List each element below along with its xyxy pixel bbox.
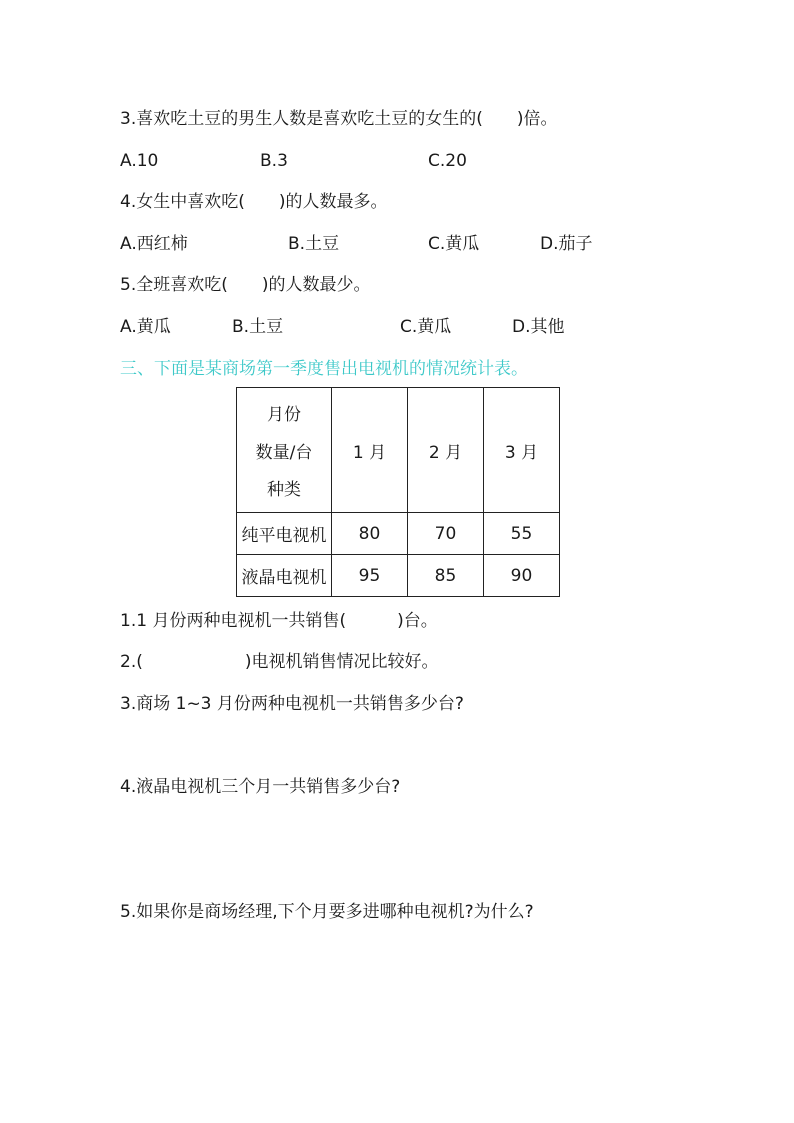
- value-cell: 70: [408, 513, 484, 555]
- table-row: [237, 555, 560, 597]
- row-type-cell: 纯平电视机: [237, 513, 332, 555]
- question-5: 5.如果你是商场经理,下个月要多进哪种电视机?为什么?: [120, 902, 534, 922]
- value-cell: 95: [332, 555, 408, 597]
- option-d: D.其他: [512, 317, 565, 337]
- corner-label-month: 月份: [267, 405, 301, 425]
- option-a: A.黄瓜: [120, 317, 171, 337]
- corner-label-quantity: 数量/台: [255, 442, 313, 463]
- option-b: B.土豆: [232, 317, 284, 337]
- value-cell: 55: [484, 513, 560, 555]
- corner-header-cell: [237, 388, 332, 513]
- tv-sales-table: [236, 387, 560, 597]
- table-row: [237, 513, 560, 555]
- question-3: 3.商场 1~3 月份两种电视机一共销售多少台?: [120, 694, 464, 714]
- question-3: 3.喜欢吃土豆的男生人数是喜欢吃土豆的女生的( )倍。: [120, 109, 558, 129]
- option-a: A.西红柿: [120, 234, 188, 254]
- option-c: C.20: [428, 151, 467, 171]
- option-c: C.黄瓜: [400, 317, 452, 337]
- value-cell: 85: [408, 555, 484, 597]
- corner-label-type: 种类: [267, 480, 301, 500]
- question-2: 2.( )电视机销售情况比较好。: [120, 652, 439, 672]
- month-header-cell: 3 月: [484, 388, 560, 513]
- option-d: D.茄子: [540, 234, 593, 254]
- option-a: A.10: [120, 151, 159, 171]
- question-4: 4.女生中喜欢吃( )的人数最多。: [120, 192, 388, 212]
- value-cell: 80: [332, 513, 408, 555]
- question-5: 5.全班喜欢吃( )的人数最少。: [120, 275, 371, 295]
- month-header-cell: 2 月: [408, 388, 484, 513]
- row-type-cell: 液晶电视机: [237, 555, 332, 597]
- option-c: C.黄瓜: [428, 234, 480, 254]
- question-1: 1.1 月份两种电视机一共销售( )台。: [120, 611, 438, 631]
- question-4: 4.液晶电视机三个月一共销售多少台?: [120, 777, 401, 797]
- option-b: B.土豆: [288, 234, 340, 254]
- value-cell: 90: [484, 555, 560, 597]
- month-header-cell: 1 月: [332, 388, 408, 513]
- option-b: B.3: [260, 151, 288, 171]
- section-heading: 三、下面是某商场第一季度售出电视机的情况统计表。: [120, 359, 528, 379]
